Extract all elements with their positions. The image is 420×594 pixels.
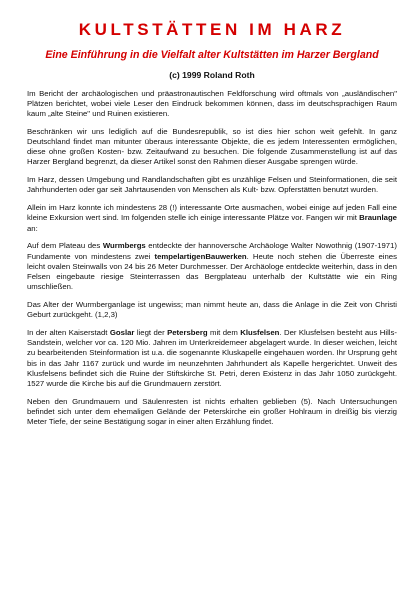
paragraph-text: an: (27, 223, 38, 233)
paragraph-text: entdeckte der hannoversche Archäologe Walter Nowothnig (1907-1971) Fundamente von mindestens zwei (27, 241, 398, 261)
paragraph-text: liegt der (134, 327, 168, 337)
paragraph-text: . Der Klusfelsen besteht aus Hills-Sandstein, welcher vor ca. 120 Mio. Jahren im Unterkreidemeer abgelagert wurde. In dieser weichen, leicht zu bearbeitenden Steinformation ist u.a. die sogenannte Kluskapelle eingehauen worden. Ihr Ursprung geht bis in das Jahr 1167 zurück und wurde im neunzehnten Jahrhundert als Kapelle hergerichtet. Unweit des Klusfelsens befindet sich die Ruine der Stiftskirche St. Petri, deren Existenz in das Jahr 1050 zurückgeht. 1527 wurde die Kirche bis auf die Grundmauern zerstört. (27, 327, 397, 388)
document-title: KULTSTÄTTEN IM HARZ (78, 20, 346, 39)
paragraph-harz: Im Harz, dessen Umgebung und Randlandschaften gibt es unzählige Felsen und Steinformationen, die seit Jahrhunderten oder gar seit Jahrtausenden von Menschen als Kult- bzw. Opferstätten benutzt wurden. (27, 175, 397, 195)
document-page (27, 20, 397, 435)
paragraph-grundmauern: Neben den Grundmauern und Säulenresten ist nichts erhalten geblieben (5). Nach Untersuchungen befindet sich unter dem ehemaligen Gelände der Peterskirche ein großer Hohlraum in dreißig bis vierzig Meter Tiefe, der seine Bestätigung sogar in einer alten Erzählung findet. (27, 396, 397, 427)
paragraph-braunlage (27, 203, 397, 234)
paragraph-text: Auf dem Plateau des (27, 241, 103, 251)
paragraph-text: Allein im Harz konnte ich mindestens 28 (!) interessante Orte ausmachen, wobei einige auf jeden Fall eine kleine Exkursion wert sind. Im folgenden stelle ich einige interessante Plätze vor. Fangen wir mit (27, 203, 397, 223)
author-credit: (c) 1999 Roland Roth (169, 69, 255, 80)
place-wurmberg: Wurmbergs (102, 241, 146, 251)
place-goslar: Goslar (109, 327, 135, 337)
paragraph-intro: Im Bericht der archäologischen und präastronautischen Feldforschung wird oftmals von „ausländischen" Plätzen berichtet, wobei viele Leser den Eindruck bekommen können, dass im deutschsprachigen Raum kaum „alte Steine" und Ruinen existieren. (27, 88, 397, 118)
place-petersberg: Petersberg (167, 327, 208, 337)
paragraph-text: In der alten Kaiserstadt (27, 327, 110, 337)
paragraph-text: mit dem (207, 327, 241, 337)
paragraph-goslar (27, 328, 397, 389)
term-tempelartige-bauwerke: tempelartigenBauwerken (154, 251, 247, 261)
place-braunlage: Braunlage (359, 213, 397, 223)
paragraph-wurmberg (27, 241, 397, 292)
place-klusfelsen: Klusfelsen (240, 327, 280, 337)
document-subtitle: Eine Einführung in die Vielfalt alter Kultstätten im Harzer Bergland (45, 49, 379, 61)
paragraph-text: . Heute noch stehen die Überreste eines leicht ovalen Steinwalls von 24 bis 26 Meter Durchmesser. Der Archäologe entdeckte weiterhin, dass in den Felsen eingebaute riesige Steinterrassen das Bergplateau unterhalb der Kultstätte wie ein Ring umschließen. (27, 251, 397, 292)
paragraph-germany: Beschränken wir uns lediglich auf die Bundesrepublik, so ist dies hier schon weit gefehlt. In ganz Deutschland findet man mitunter überaus interessante Objekte, die es jedem Interessenten ermöglichen, diese ohne großen Kosten- bzw. Zeitaufwand zu besuchen. Die folgende Zusammenstellung ist auf das Harzer Bergland begrenzt, da dieser Artikel sonst den Rahmen dieser Ausgabe sprengen würde. (27, 126, 397, 167)
paragraph-wurmberg-age: Das Alter der Wurmberganlage ist ungewiss; man nimmt heute an, dass die Anlage in die Zeit von Christi Geburt zurückgeht. (1,2,3) (27, 299, 397, 320)
